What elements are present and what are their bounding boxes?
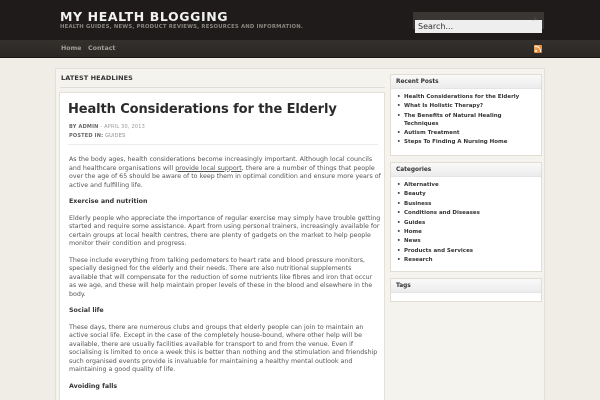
post-categories bbox=[69, 133, 125, 139]
category-link[interactable]: Business bbox=[404, 200, 432, 207]
post-paragraph bbox=[69, 156, 381, 190]
category-link[interactable]: News bbox=[404, 238, 421, 245]
widget-categories bbox=[390, 162, 542, 272]
category-link[interactable]: Guides bbox=[404, 219, 426, 226]
site-header bbox=[0, 0, 600, 40]
post-paragraph: Elderly people who appreciate the importance of regular exercise may simply have trouble getting started and require some assistance. Apart from using personal trainers, increasingly available for certain groups at local health centres, there are plenty of gadgets on the market to help people monitor their condition and progress. bbox=[69, 214, 381, 247]
search-icon[interactable]: ⌕ bbox=[533, 15, 537, 23]
recent-post-link[interactable]: Autism Treatment bbox=[404, 129, 460, 136]
provide-local-support-link[interactable]: provide local support bbox=[175, 164, 242, 172]
widget-tags bbox=[390, 278, 542, 302]
posted-in-label: POSTED IN: bbox=[69, 133, 104, 139]
post-date: APRIL 30, 2013 bbox=[104, 124, 145, 130]
rss-icon[interactable] bbox=[534, 45, 542, 53]
category-link[interactable]: Alternative bbox=[404, 182, 439, 188]
list-item bbox=[396, 130, 536, 138]
paragraph-text: As the body ages, health considerations become increasingly important. Although local councils and healthcare organisations will bbox=[69, 156, 373, 172]
section-title: LATEST HEADLINES bbox=[61, 74, 133, 82]
recent-post-link[interactable]: Steps To Finding A Nursing Home bbox=[404, 139, 508, 146]
list-item bbox=[396, 103, 536, 111]
post-title[interactable]: Health Considerations for the Elderly bbox=[68, 102, 337, 117]
recent-post-link[interactable]: The Benefits of Natural Healing Techniques bbox=[404, 112, 502, 127]
divider bbox=[60, 87, 385, 88]
post-category-link[interactable]: GUIDES bbox=[105, 133, 126, 139]
list-item bbox=[396, 229, 536, 237]
widget-recent-posts bbox=[390, 74, 542, 156]
list-item bbox=[396, 257, 536, 265]
post-subheading: Exercise and nutrition bbox=[69, 198, 148, 205]
divider bbox=[68, 144, 378, 145]
widget-title: Recent Posts bbox=[391, 75, 541, 89]
list-item bbox=[396, 139, 536, 147]
widget-title: Tags bbox=[391, 279, 541, 293]
paragraph-text: , there are a number of things that people over the age of 65 should be aware of to keep them in optimal condition and ensure more years of active and fulfilling life. bbox=[69, 164, 381, 189]
nav-item-contact[interactable]: Contact bbox=[88, 45, 116, 52]
list-item bbox=[396, 248, 536, 256]
category-link[interactable]: Home bbox=[404, 228, 422, 235]
list-item bbox=[396, 113, 536, 129]
post-meta bbox=[69, 124, 145, 130]
recent-post-link[interactable]: What Is Holistic Therapy? bbox=[404, 103, 484, 110]
post-author[interactable]: BY ADMIN bbox=[69, 124, 99, 130]
meta-separator: - bbox=[98, 124, 105, 130]
list-item bbox=[396, 94, 536, 102]
categories-list bbox=[391, 177, 541, 269]
category-link[interactable]: Products and Services bbox=[404, 247, 474, 254]
list-item bbox=[396, 238, 536, 246]
post-article bbox=[59, 92, 385, 400]
main-nav bbox=[0, 40, 600, 58]
list-item bbox=[396, 182, 536, 190]
post-subheading: Avoiding falls bbox=[69, 382, 118, 390]
list-item bbox=[396, 191, 536, 199]
site-title[interactable]: MY HEALTH BLOGGING bbox=[60, 9, 229, 24]
post-subheading: Social life bbox=[69, 307, 104, 314]
category-link[interactable]: Conditions and Diseases bbox=[404, 210, 480, 217]
nav-item-home[interactable]: Home bbox=[61, 45, 82, 52]
recent-posts-list bbox=[391, 89, 541, 151]
content-column bbox=[55, 68, 388, 400]
category-link[interactable]: Beauty bbox=[404, 191, 426, 198]
post-paragraph: These include everything from talking pedometers to heart rate and blood pressure monitors, specially designed for the elderly and their needs. There are also nutritional supplements available that will compensate for the reduction of some nutrients like fibres and iron that occur as we age, and these will help maintain proper levels of these in the blood and elsewhere in the body. bbox=[69, 256, 373, 298]
search-box bbox=[413, 12, 544, 29]
list-item bbox=[396, 201, 536, 209]
post-body bbox=[69, 156, 381, 399]
category-link[interactable]: Research bbox=[404, 257, 433, 264]
site-description: HEALTH GUIDES, NEWS, PRODUCT REVIEWS, RESOURCES AND INFORMATION. bbox=[60, 24, 304, 30]
post-paragraph: These days, there are numerous clubs and groups that elderly people can join to maintain an active social life. Except in the case of the completely house-bound, where other help will be available, there are usually facilities available for transport to and from the venue. Even if socialising is limited to once a week this is better than nothing and the stimulation and friendship such organised events provide is invaluable for maintaining a healthy mental outlook and maintaining a good quality of life. bbox=[69, 323, 378, 373]
recent-post-link[interactable]: Health Considerations for the Elderly bbox=[404, 94, 520, 100]
search-input[interactable] bbox=[415, 20, 542, 33]
list-item bbox=[396, 210, 536, 218]
widget-title: Categories bbox=[391, 163, 541, 177]
list-item bbox=[396, 220, 536, 228]
